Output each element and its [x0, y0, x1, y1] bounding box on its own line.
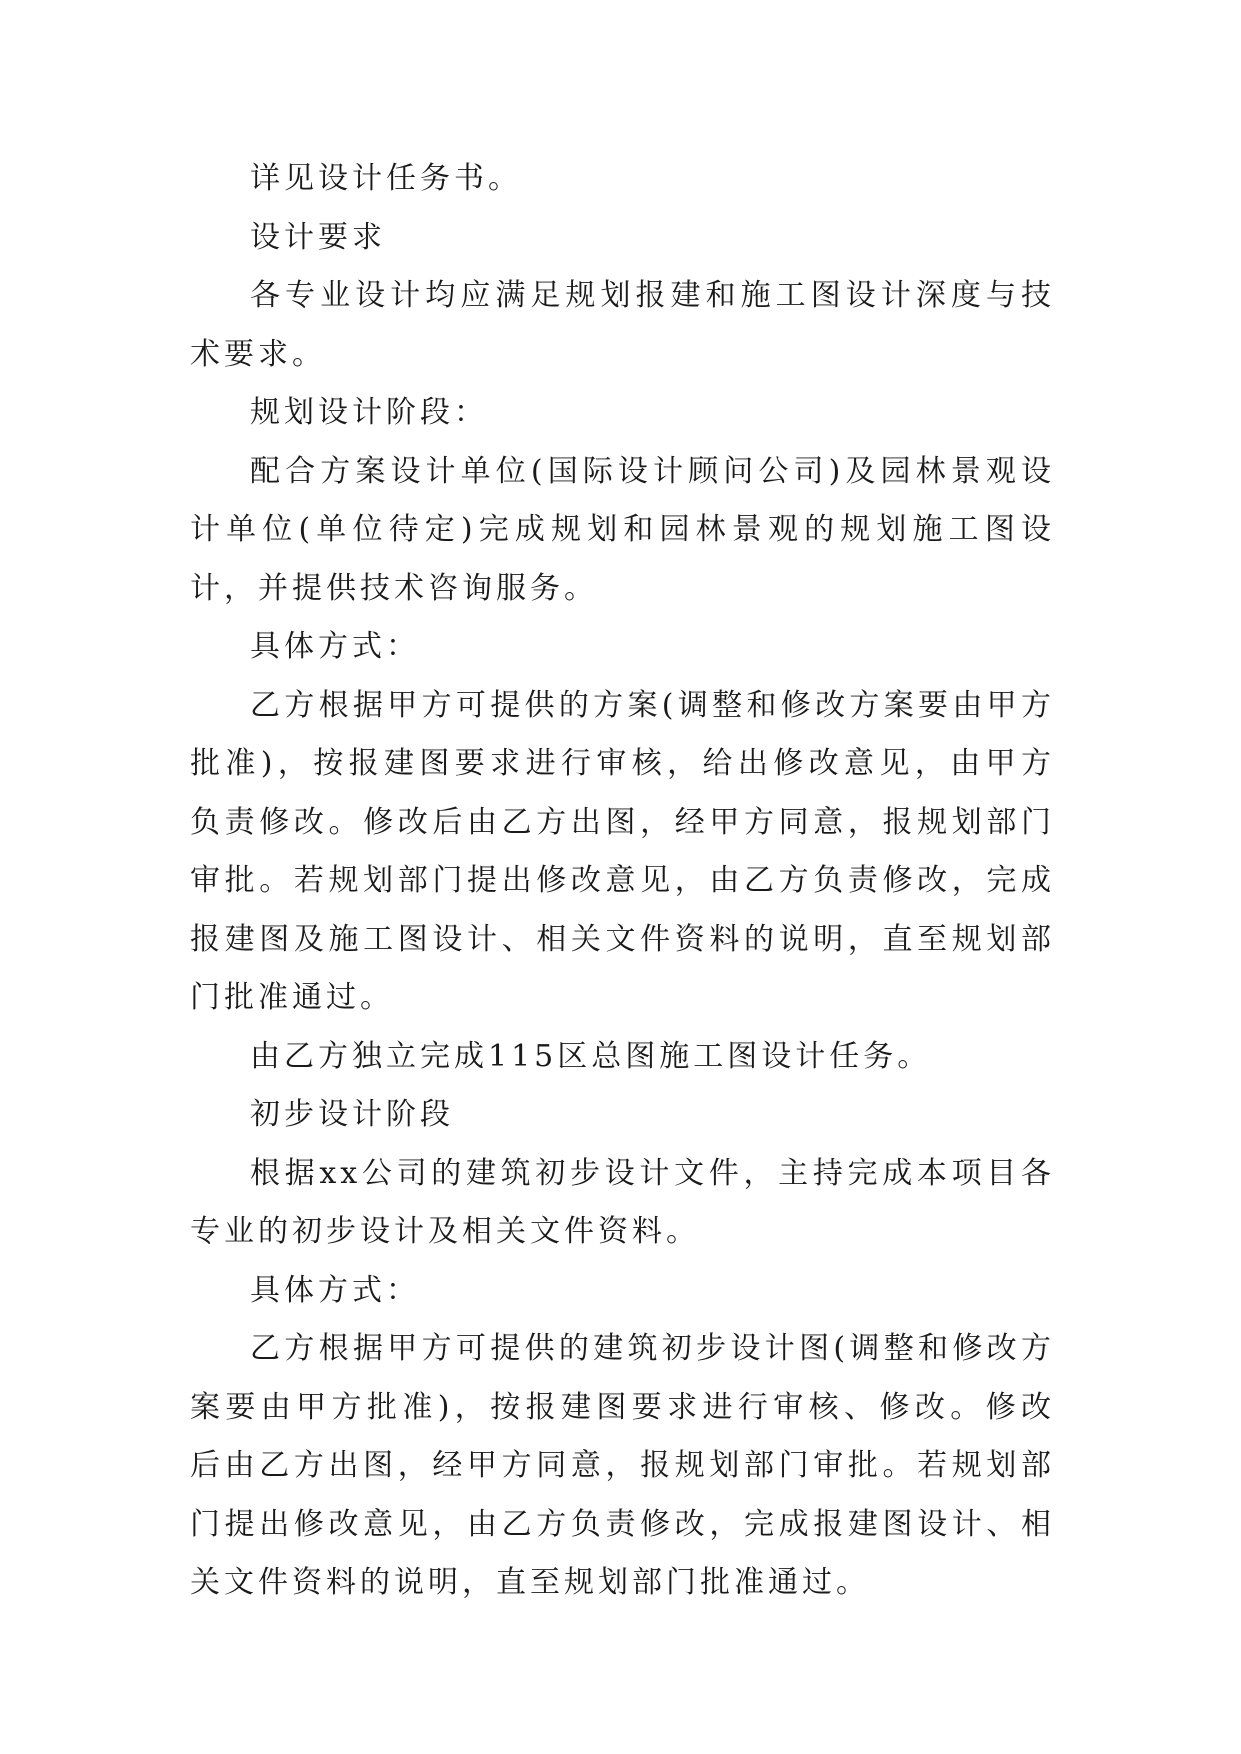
paragraph-preliminary-basis: 根据xx公司的建筑初步设计文件，主持完成本项目各专业的初步设计及相关文件资料。: [190, 1155, 1055, 1249]
heading-preliminary-stage: 初步设计阶段: [250, 1097, 454, 1132]
heading-method-2: 具体方式：: [250, 1272, 420, 1308]
paragraph-preliminary-method: 乙方根据甲方可提供的建筑初步设计图(调整和修改方案要由甲方批准)，按报建图要求进行审核、修改。修改后由乙方出图，经甲方同意，报规划部门审批。若规划部门提出修改意见，由乙方负责修改，完成报建图设计、相关文件资料的说明，直至规划部门批准通过。: [190, 1331, 1055, 1600]
heading-planning-stage: 规划设计阶段：: [250, 395, 488, 430]
paragraph-planning-method: 乙方根据甲方可提供的方案(调整和修改方案要由甲方批准)，按报建图要求进行审核，给出修改意见，由甲方负责修改。修改后由乙方出图，经甲方同意，报规划部门审批。若规划部门提出修改意见，由乙方负责修改，完成报建图及施工图设计、相关文件资料的说明，直至规划部门批准通过。: [190, 687, 1055, 1015]
heading-design-requirements: 设计要求: [250, 219, 386, 255]
paragraph-planning-cooperation: 配合方案设计单位(国际设计顾问公司)及园林景观设计单位(单位待定)完成规划和园林景观的规划施工图设计，并提供技术咨询服务。: [190, 453, 1055, 606]
document-body: [190, 150, 1055, 1613]
paragraph-design-brief-ref: 详见设计任务书。: [250, 161, 522, 196]
paragraph-general-plan-task: 由乙方独立完成115区总图施工图设计任务。: [250, 1038, 932, 1074]
heading-method-1: 具体方式：: [250, 629, 420, 664]
paragraph-design-depth: 各专业设计均应满足规划报建和施工图设计深度与技术要求。: [190, 278, 1055, 372]
